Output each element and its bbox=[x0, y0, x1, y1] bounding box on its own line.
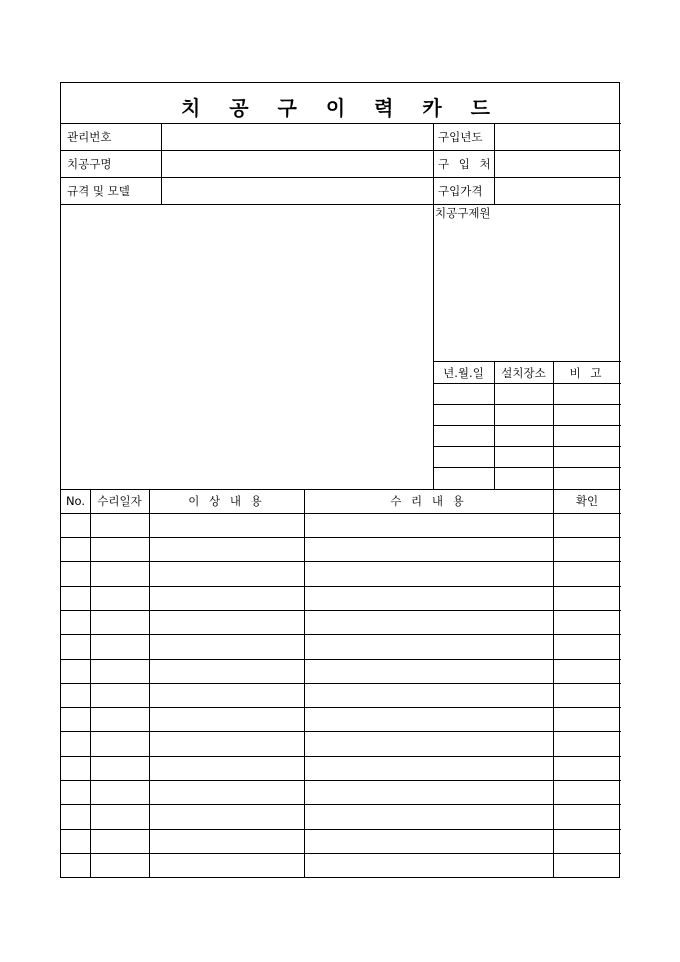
tool-name-label: 치공구명 bbox=[67, 157, 112, 171]
install-location-cell[interactable] bbox=[495, 405, 553, 425]
repair-row[interactable] bbox=[62, 757, 620, 780]
install-location-header: 설치장소 bbox=[501, 366, 546, 380]
repair-row[interactable] bbox=[62, 708, 620, 731]
spec-label: 치공구제원 bbox=[435, 206, 491, 220]
repair-row[interactable] bbox=[62, 830, 620, 853]
symptom-header: 이 상 내 용 bbox=[188, 494, 265, 508]
management-number-label: 관리번호 bbox=[67, 130, 112, 144]
supplier-field[interactable] bbox=[495, 151, 620, 177]
repair-row[interactable] bbox=[62, 538, 620, 561]
repair-row[interactable] bbox=[62, 562, 620, 586]
purchase-year-label: 구입년도 bbox=[438, 130, 483, 144]
install-location-cell[interactable] bbox=[495, 384, 553, 404]
install-remarks-cell[interactable] bbox=[554, 405, 620, 425]
repair-row[interactable] bbox=[62, 514, 620, 537]
tool-image-area[interactable] bbox=[62, 205, 433, 489]
supplier-label: 구 입 처 bbox=[438, 157, 494, 171]
install-date-cell[interactable] bbox=[434, 426, 494, 446]
divider bbox=[61, 489, 621, 490]
spec-model-label: 규격 및 모델 bbox=[67, 184, 130, 198]
install-date-cell[interactable] bbox=[434, 447, 494, 467]
management-number-field[interactable] bbox=[162, 124, 433, 150]
repair-row[interactable] bbox=[62, 660, 620, 683]
install-date-cell[interactable] bbox=[434, 384, 494, 404]
repair-row[interactable] bbox=[62, 805, 620, 829]
install-remarks-cell[interactable] bbox=[554, 384, 620, 404]
install-date-cell[interactable] bbox=[434, 405, 494, 425]
install-date-cell[interactable] bbox=[434, 468, 494, 489]
purchase-year-field[interactable] bbox=[495, 124, 620, 150]
repair-row[interactable] bbox=[62, 611, 620, 634]
repair-row[interactable] bbox=[62, 732, 620, 756]
spec-model-field[interactable] bbox=[162, 178, 433, 204]
tool-name-field[interactable] bbox=[162, 151, 433, 177]
purchase-price-label: 구입가격 bbox=[438, 184, 483, 198]
install-remarks-header: 비 고 bbox=[569, 366, 605, 380]
repair-row[interactable] bbox=[62, 587, 620, 610]
install-remarks-cell[interactable] bbox=[554, 426, 620, 446]
install-location-cell[interactable] bbox=[495, 468, 553, 489]
repair-row[interactable] bbox=[62, 684, 620, 707]
install-remarks-cell[interactable] bbox=[554, 468, 620, 489]
install-location-cell[interactable] bbox=[495, 426, 553, 446]
tool-history-card bbox=[60, 82, 620, 878]
purchase-price-field[interactable] bbox=[495, 178, 620, 204]
repair-row[interactable] bbox=[62, 854, 620, 877]
install-location-cell[interactable] bbox=[495, 447, 553, 467]
install-date-header: 년.월.일 bbox=[443, 366, 484, 380]
spec-area[interactable] bbox=[435, 220, 620, 361]
install-remarks-cell[interactable] bbox=[554, 447, 620, 467]
confirm-header: 확인 bbox=[575, 494, 599, 508]
divider bbox=[433, 361, 621, 362]
repair-no-header: No. bbox=[65, 494, 86, 508]
card-title: 치 공 구 이 력 카 드 bbox=[180, 96, 502, 120]
repair-detail-header: 수 리 내 용 bbox=[390, 494, 467, 508]
repair-row[interactable] bbox=[62, 635, 620, 659]
repair-row[interactable] bbox=[62, 781, 620, 804]
repair-date-header: 수리일자 bbox=[97, 494, 142, 508]
